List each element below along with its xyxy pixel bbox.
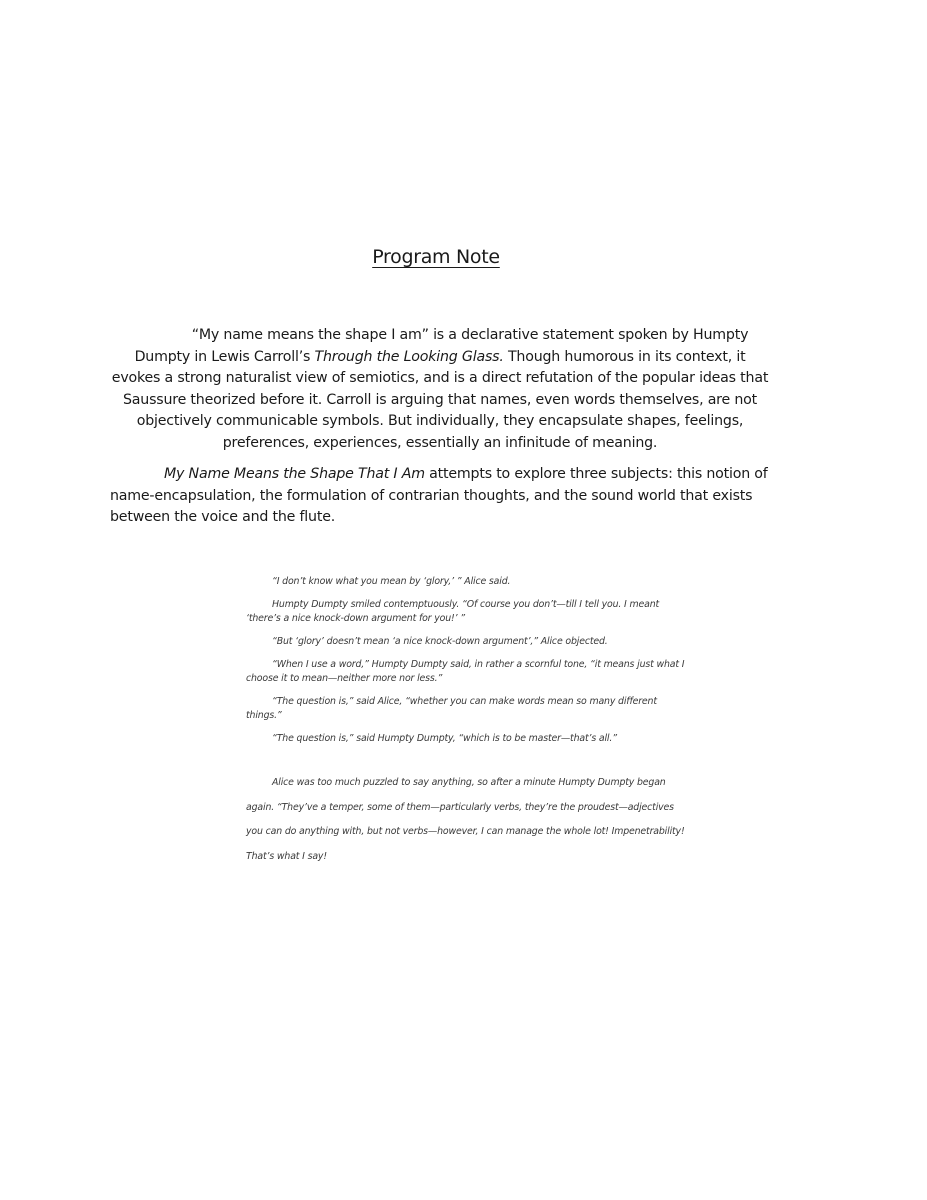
intro-paragraph-text-2: Though humorous in its context, it evokes a strong naturalist view of semiotics, and is a direct refutation of the popular ideas that Saussure theorized before it. Carroll is arguing that names, even words themselves, are not objectively communicable symbols. But individually, they encapsulate shapes, feelings, preferences, experiences, essentially an infinitude of meaning.: [111, 348, 769, 451]
quotation-block: [246, 575, 686, 878]
quote-line: “I don’t know what you mean by ‘glory,’ ” Alice said.: [272, 576, 511, 587]
page-title-text: Program Note: [372, 246, 500, 268]
quote-line: “The question is,” said Humpty Dumpty, “which is to be master—that’s all.”: [272, 733, 617, 744]
intro-paragraph: [110, 325, 770, 454]
work-title-through-the-looking-glass: Through the Looking Glass.: [314, 348, 504, 365]
intro-paragraph-text-1: “My name means the shape I am” is a declarative statement spoken by Humpty Dumpty in Lewis Carroll’s: [134, 327, 749, 365]
quote-line: “When I use a word,” Humpty Dumpty said, in rather a scornful tone, “it means just what I choose it to mean—neither more nor less.”: [246, 659, 685, 684]
subjects-paragraph: [110, 464, 770, 529]
subjects-paragraph-text: attempts to explore three subjects: this notion of name-encapsulation, the formulation of contrarian thoughts, and the sound world that exists between the voice and the flute.: [110, 466, 768, 525]
quote-line: Alice was too much puzzled to say anything, so after a minute Humpty Dumpty began again. “They’ve a temper, some of them—particularly verbs, they’re the proudest—adjectives you can do anything with, but not verbs—however, I can manage the whole lot! Impenetrability! That’s what I say!: [246, 777, 685, 862]
page-title: [0, 246, 872, 268]
quote-line: Humpty Dumpty smiled contemptuously. “Of course you don’t—till I tell you. I meant ‘there’s a nice knock-down argument for you!’ ”: [246, 599, 660, 624]
quote-line: “But ‘glory’ doesn’t mean ‘a nice knock-down argument’,” Alice objected.: [272, 636, 608, 647]
quote-line: “The question is,” said Alice, “whether you can make words mean so many different things.”: [246, 696, 657, 721]
work-title-my-name-means: My Name Means the Shape That I Am: [164, 466, 425, 482]
